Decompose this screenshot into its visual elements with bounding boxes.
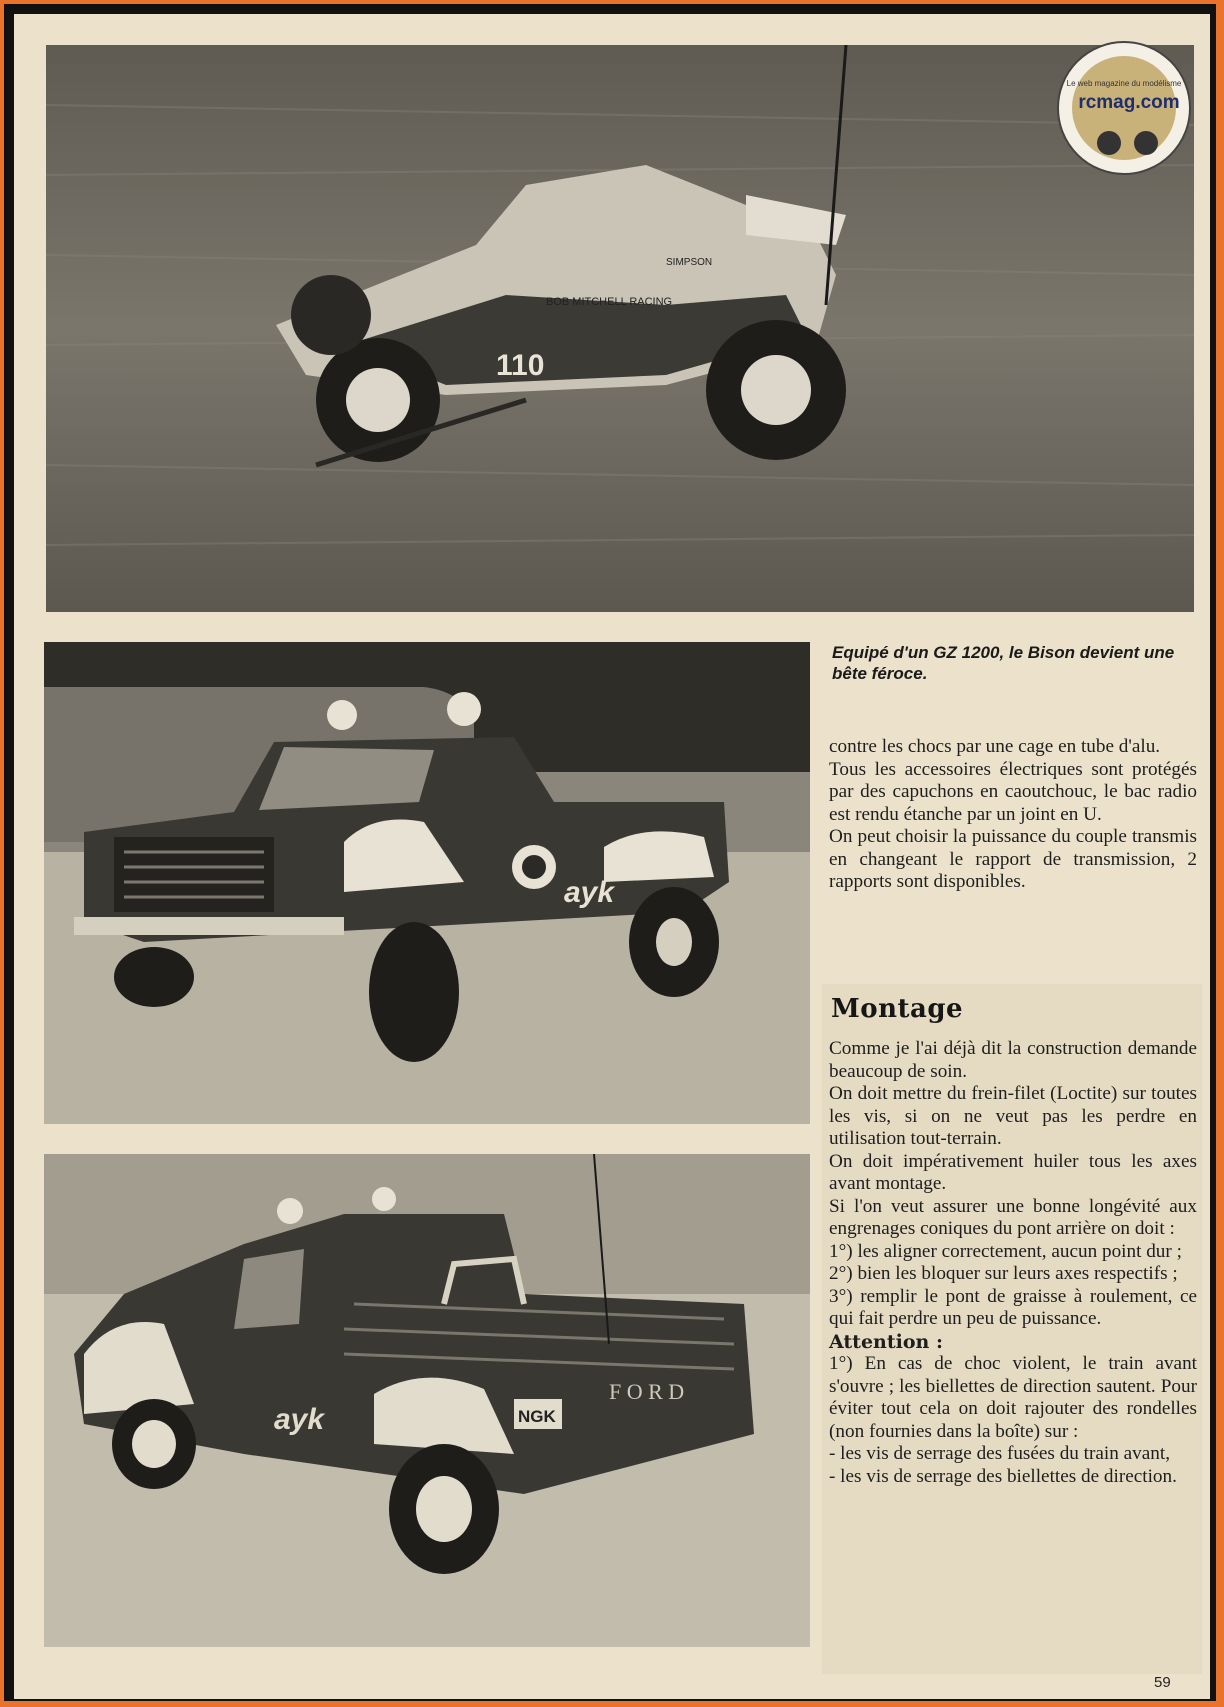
montage-paragraph: On doit mettre du frein-filet (Loctite) sur toutes les vis, si on ne veut pas les perdre en utilisation tout-terrain. (829, 1083, 1197, 1149)
attention-heading: Attention : (829, 1330, 943, 1353)
dash-item: - les vis de serrage des fusées du train avant, (829, 1443, 1170, 1464)
montage-paragraph: On doit impérativement huiler tous les axes avant montage. (829, 1150, 1197, 1194)
body-paragraph: Tous les accessoires électriques sont protégés par des capuchons en caoutchouc, le bac radio est rendu étanche par un joint en U. (829, 758, 1197, 825)
montage-paragraph: 3°) remplir le pont de graisse à roulement, ce qui fait perdre un peu de puissance. (829, 1285, 1197, 1329)
buggy-team-decal: BOB MITCHELL RACING (546, 296, 673, 308)
truck-rear-logo-decal: ayk (274, 1403, 325, 1436)
truck-front-logo-decal: ayk (564, 876, 615, 909)
montage-paragraph: 2°) bien les bloquer sur leurs axes respectifs ; (829, 1263, 1178, 1284)
buggy-brand-decal: SIMPSON (666, 257, 713, 268)
logo-name: rcmag.com (1078, 92, 1180, 113)
photo-caption: Equipé d'un GZ 1200, le Bison devient une bête féroce. (832, 643, 1175, 683)
magazine-page (14, 14, 1210, 1699)
page-number: 59 (1154, 1674, 1171, 1691)
body-text-top (829, 736, 1197, 894)
body-paragraph: contre les chocs par une cage en tube d'alu. (829, 736, 1161, 757)
rcmag-logo (1054, 38, 1194, 178)
montage-paragraph: Comme je l'ai déjà dit la construction demande beaucoup de soin. (829, 1038, 1197, 1082)
buggy-number-decal: 110 (496, 349, 545, 382)
buggy-photo (46, 45, 1194, 612)
attention-paragraph: 1°) En cas de choc violent, le train avant s'ouvre ; les biellettes de direction sautent. Pour éviter tout cela on doit rajouter des rondelles (non fournies dans la boîte) sur : (829, 1353, 1197, 1442)
body-paragraph: On peut choisir la puissance du couple transmis en changeant le rapport de transmission, 2 rapports sont disponibles. (829, 826, 1197, 892)
montage-paragraph: Si l'on veut assurer une bonne longévité aux engrenages coniques du pont arrière on doit : (829, 1195, 1197, 1239)
logo-tagline: Le web magazine du modélisme (1066, 79, 1182, 88)
page-frame (4, 4, 1216, 1701)
section-heading-montage: Montage (831, 994, 964, 1024)
truck-front-photo (44, 642, 810, 1124)
montage-text (829, 1038, 1197, 1488)
dash-item: - les vis de serrage des biellettes de direction. (829, 1465, 1177, 1487)
montage-paragraph: 1°) les aligner correctement, aucun point dur ; (829, 1240, 1182, 1262)
truck-rear-tailgate-text: F O R D (609, 1379, 685, 1404)
truck-rear-ngk-decal: NGK (518, 1407, 556, 1426)
truck-rear-photo (44, 1154, 810, 1647)
